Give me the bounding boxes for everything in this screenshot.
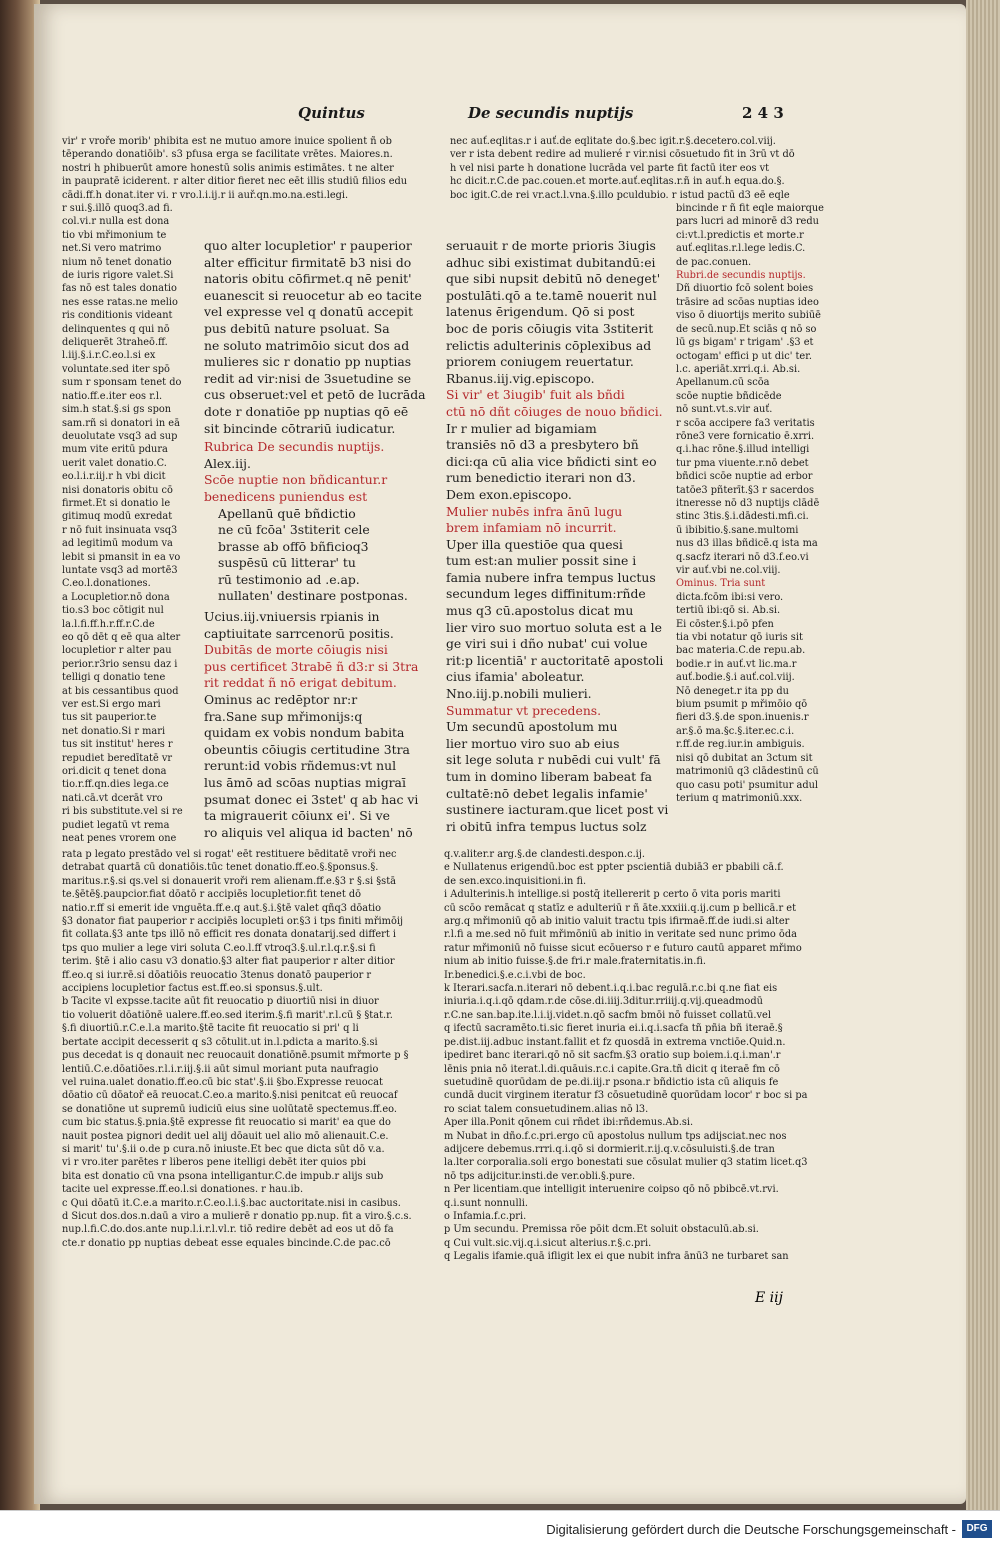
right-gloss-line: terium q matrimoniū.xxx. <box>676 792 803 804</box>
leftgloss-line: mum vite eritū pdura <box>62 444 168 456</box>
col2lines-line: euanescit si reuocetur ab eo tacite <box>204 287 422 303</box>
col2lines-line: vel expresse vel q donatū accepit <box>204 304 413 320</box>
col3top-line: adhuc sibi existimat dubitandū:ei <box>446 254 656 270</box>
col2lines-line: ne soluto matrimōio sicut dos ad <box>204 337 410 353</box>
leftgloss-line: la.l.fi.ff.h.r.ff.r.C.de <box>62 618 155 630</box>
leftgloss-line: natio.ff.e.iter eos r.l. <box>62 390 163 402</box>
leftgloss-line: repudiet beredītatē vr <box>62 752 173 764</box>
col2apell-line: nullaten' destinare postponas. <box>218 588 408 604</box>
col3-rabanus: Rbanus.iij.vig.episcopo. <box>446 370 595 386</box>
col3super-line: tum est:an mulier possit sine i <box>446 553 637 569</box>
col2lines-line: alter efficitur firmitatē b3 nisi do <box>204 254 412 270</box>
bottomleft-line: §3 donator fiat pauperior r accipiēs locupleti or.§3 i tps finiti mřimōij <box>62 916 404 928</box>
leftgloss-line: nisi donatoris obitu cō <box>62 484 173 496</box>
col2apell-line: ne cū fcōa' 3stiterit cele <box>218 522 370 538</box>
col3top-line: boc de poris cōiugis vita 3stiterit <box>446 320 654 336</box>
bottomleft-line: dōatio cū dōatoř eā reuocat.C.eo.a marito.§.nisi penitcat eū reuocaf <box>62 1090 398 1102</box>
topgloss-line: in paupratē iciderent. r alter ditior fieret nec eēt illis studiū filios edu <box>62 176 408 188</box>
right-gloss-line: q.sacfz iterari nō d3.f.eo.vi <box>676 551 809 563</box>
leftgloss-line: pudiet legatū vt rema <box>62 819 170 831</box>
right-gloss-line: lū gs bigam' r trigam' .§3 et <box>676 337 814 349</box>
right-gloss-line: bium psumit p mřimōio qō <box>676 699 808 711</box>
bottomleft-line: tio voluerit dōatiōnē ualere.ff.eo.sed iterim.§.fi marit'.r.l.cū § §tat.r. <box>62 1009 393 1021</box>
col2body-line: lus āmō ad scōas nuptias migraī <box>204 775 406 790</box>
right-gloss-line: r scōa accipere fa3 veritatis <box>676 417 815 429</box>
col3top-line: latenus ērigendum. Qō si post <box>446 304 635 320</box>
right-gloss-line: vir auť.vbi ne.col.viij. <box>676 565 781 576</box>
col3vir-line: rum benedictio iterari non d3. <box>446 470 636 486</box>
folio-number: 2 4 3 <box>742 104 784 122</box>
col3super-line: Uper illa questiōe qua quesi <box>446 536 623 552</box>
bottomleft-line: tps quo mulier a lege viri soluta C.eo.l.ff vtroq3.§.ul.r.l.q.r.§.si fi <box>62 942 376 954</box>
bottomleft-line: nauit postea pignori dedit uel alij dōauit uel alio mō alienauit.C.e. <box>62 1130 389 1142</box>
bottomright-line: ipediret banc iterari.qō nō sit sacfm.§3 oratio sup boiem.i.q.i.man'.r <box>444 1050 781 1062</box>
bottomright-line: Aper illa.Ponit qōnem cui rñdet ibi:rñdemus.Ab.si. <box>444 1117 694 1129</box>
leftgloss-line: C.eo.l.donationes. <box>62 578 151 590</box>
page-stack-edge <box>966 0 1000 1510</box>
bottomright-line: nō tps adijcitur.insti.de ver.obli.§.pure. <box>444 1170 636 1182</box>
col3top-line: relictis adulterinis cōplexibus ad <box>446 337 652 353</box>
leftgloss-line: ver est.Si ergo mari <box>62 699 161 711</box>
col2lines-line: redit ad vir:nisi de 3suetudine se <box>204 370 412 386</box>
leftgloss-line: fas nō est tales donatio <box>62 283 177 295</box>
right-gloss-line: rōne3 vere fornicatio ē.xrri. <box>676 430 815 442</box>
right-gloss-line: tur pma viuente.r.nō debet <box>676 457 809 469</box>
bottom-left-gloss <box>62 848 440 1250</box>
leftgloss-line: r nō fuit insinuata vsq3 <box>62 524 178 536</box>
leftgloss-line: perior.r3rio sensu daz i <box>62 658 178 670</box>
leftgloss-line: ori.dicit q tenet dona <box>62 766 167 778</box>
bottomleft-line: rata p legato prestādo vel si rogat' eēt restituere bēditatē vroři nec <box>62 849 397 860</box>
bottomleft-line: bertate accipit decesserit q s3 cōtulit.ut in.l.pdicta a marito.§.si <box>62 1036 378 1048</box>
bottomright-line: iniuria.i.q.i.qō qdam.r.de cōse.di.iiij.3ditur.rriiij.q.vij.queadmodū <box>444 996 763 1008</box>
bottomright-line: q ifectū sacramēto.ti.sic fieret inuria ei.i.q.i.sacfa tñ pñia bñ iteraē.§ <box>444 1023 783 1035</box>
col3super-line: famia nubere infra tempus luctus <box>446 569 656 585</box>
col3cum-line: ri obitū infra tempus luctus solz <box>446 818 647 834</box>
right-gloss-line: auť.eqlitas.r.l.lege ledis.C. <box>676 243 806 255</box>
right-gloss-line: viso ō diuortijs merito subiūē <box>676 310 821 322</box>
right-gloss-line: tertiū ibi:qō si. Ab.si. <box>676 605 781 617</box>
leftgloss-line: deuolutate vsq3 ad sup <box>62 430 178 442</box>
col3cum-line: sustinere iacturam.que licet post vi <box>446 802 668 818</box>
leftgloss-line: nes esse ratas.ne melio <box>62 296 178 308</box>
right-gloss-line: r.ff.de reg.iur.in ambiguis. <box>676 739 805 751</box>
right-gloss-line: bodie.r in auť.vt lic.ma.r <box>676 658 797 670</box>
bottomleft-line: tacite uel expresse.ff.eo.l.si donationes. r hau.ib. <box>62 1184 304 1196</box>
col3super-line: rit:p licentiā' r auctoritatē apostoli <box>446 652 664 668</box>
footer-text: Digitalisierung gefördert durch die Deutsche Forschungsgemeinschaft - <box>546 1522 956 1537</box>
col2body-line: Ominus ac redēptor nr:r <box>204 692 358 708</box>
col3super-line: secundum leges diffinitum:rñde <box>446 586 646 602</box>
header-title: De secundis nuptijs <box>468 104 634 122</box>
topgloss-line: nostri h phibuerūt amore honestū solis animis estimātes. t ne alter <box>62 162 394 174</box>
col2rub3-line: rit reddat ñ nō erigat debitum. <box>204 675 397 691</box>
col2rub3-line: pus certificet 3trabē ñ d3:r si 3tra <box>204 658 419 674</box>
col3top-line: que sibi nupsit debitū nō deneget' <box>446 271 661 287</box>
bottomleft-line: detrabat quartā cū donatiōis.tūc tenet donatio.ff.eo.§.§ponsus.§. <box>62 862 379 874</box>
leftgloss-line: tus sit institut' heres r <box>62 739 173 751</box>
leftgloss-line: de iuris rigore valet.Si <box>62 270 174 282</box>
bottomright-line: Ir.benedici.§.e.c.i.vbi de boc. <box>444 969 586 981</box>
leftgloss-line: telligi q donatio tene <box>62 672 166 684</box>
col2lines-line: quo alter locupletior' r pauperior <box>204 238 412 253</box>
col3-anno: Nno.iij.p.nobili mulieri. <box>446 686 592 702</box>
right-gloss-line: nisi qō dubitat an 3ctum sit <box>676 752 813 764</box>
right-gloss-line: ver r ista debent redire ad mulieré r vir.nisi cōsuetudo fit in 3rū vt dō <box>450 149 795 161</box>
col3cum-line: tum in domino liberam babeat fa <box>446 769 653 784</box>
col2apell-line: rū testimonio ad .e.ap. <box>218 571 360 587</box>
leftgloss-line: nati.cā.vt dcerāt vro <box>62 792 163 804</box>
col2body-line: ro aliquis vel aliqua id bacten' nō <box>204 824 413 840</box>
bottomleft-line: d Sicut dos.dos.n.daū a viro a mulierē r donatio pp.nup. fit a viro.§.c.s. <box>62 1210 412 1222</box>
leftgloss-line: delinquentes q qui nō <box>62 323 170 335</box>
leftgloss-line: voluntate.sed iter spō <box>62 363 170 375</box>
leftgloss-line: gitimuq modū exredat <box>62 511 173 523</box>
bottomleft-line: accipiens locupletior factus est.ff.eo.si sponsus.§.ult. <box>62 983 323 995</box>
bottomleft-line: ff.eo.q si iur.rē.si dōatiōis reuocatio 3tenus donatō pauperior r <box>62 969 372 981</box>
bottomright-line: cundā ducit virginem iteratur f3 cōsuetudinē quorūdam locor' r boc si pa <box>444 1090 808 1102</box>
right-gloss-line: l.c. aperiāt.xrri.q.i. Ab.si. <box>676 363 801 375</box>
col2body-line: obeuntis cōiugis certitudine 3tra <box>204 741 410 757</box>
bottomright-line: ratur mřimoniū nō fuisse sicut ecōuerso r e futuro cautū apparet mřimo <box>444 942 802 954</box>
dfg-logo: DFG <box>962 1520 992 1538</box>
col3cum-line: sit lege soluta r nubēdi cui vult' fā <box>446 752 661 768</box>
col2apell-line: Apellanū quē bñdictio <box>218 505 356 521</box>
bottomleft-line: cum bic status.§.pnia.§tē expresse fit reuocatio si marit' ea que do <box>62 1117 391 1129</box>
col3super-line: ge viri sui i dño nubat' cui volue <box>446 636 648 652</box>
bottomright-line: p Um secundu. Premissa rōe pōit dcm.Et soluit obstaculū.ab.si. <box>444 1224 759 1236</box>
col3top-line: postulāti.qō a te.tamē nouerit nul <box>446 287 657 303</box>
right-gloss-line: nec auť.eqlitas.r i auť.de eqlitate do.§.bec igit.r.§.decetero.col.viij. <box>450 136 776 147</box>
bottomright-line: r.C.ne san.bap.ite.l.i.ij.videt.n.qō sacfm bmōi nō fuisset collatū.vel <box>444 1009 771 1021</box>
right-gloss-line: trāsire ad scōas nuptias ideo <box>676 296 819 308</box>
right-gloss-line: Apellanum.cū scōa <box>676 377 770 389</box>
col2rub2-line: Scōe nuptie non bñdicantur.r <box>204 472 388 488</box>
right-gloss-line: itneresse nō d3 nuptijs clādē <box>676 497 820 509</box>
bottomright-line: nium ab initio fuisse.§.de fri.r male.fraternitatis.in.fi. <box>444 956 707 968</box>
bottomleft-line: fit collata.§3 ante tps illō nō efficit res donata donatarij.sed differt i <box>62 929 397 941</box>
col3vir-line: Ir r mulier ad bigamiam <box>446 420 597 436</box>
col2-body <box>204 692 436 841</box>
right-gloss-line: Dñ diuortio fcō solent boies <box>676 283 814 295</box>
col2body-line: psumat donec ei 3stet' q ab hac vi <box>204 791 419 807</box>
bottomleft-line: si marit' tu'.§.ii o.de p cura.nō iniuste.Et bec que dicta sūt dō v.a. <box>62 1143 385 1155</box>
bottomleft-line: bita est donatio cū vna psona intelligantur.C.de impub.r alijs sub <box>62 1170 384 1182</box>
bottomright-line: q Cui vult.sic.vij.q.i.sicut alterius.r.§.c.pri. <box>444 1237 652 1249</box>
right-gloss-line: pars lucri ad minorē d3 redu <box>676 216 819 228</box>
right-gloss-line: Ei cōster.§.i.pō pfen <box>676 618 774 630</box>
topgloss-line: tēperando donatiōib'. s3 pfusa erga se facilitate vrētes. Maiores.n. <box>62 149 393 161</box>
right-gloss-line: matrimoniū q3 clādestinū cū <box>676 766 819 778</box>
col2rub2-line: benedicens puniendus est <box>204 488 368 504</box>
right-gloss-line: Rubri.de secundis nuptijs. <box>676 270 806 282</box>
right-gloss-line: stinc 3tis.§.i.dādesti.mfi.ci. <box>676 511 809 523</box>
right-gloss-line: ci:vt.l.predictis et morte.r <box>676 229 804 241</box>
left-gloss-column <box>62 202 200 846</box>
right-gloss-line: bñdici scōe nuptie ad erbor <box>676 471 813 483</box>
col2-lucius: Ucius.iij.vniuersis rpianis in captiuitate sarrcenorū positis. <box>204 609 394 641</box>
right-gloss-line: auť.bodie.§.i auť.col.viij. <box>676 672 795 684</box>
bottomleft-line: vi r vro.iter parētes r liberos pene itelligi debēt iter quios pbi <box>62 1157 366 1169</box>
leftgloss-line: nium nō tenet donatio <box>62 256 172 268</box>
right-gloss-line: hc dicit.r.C.de pac.couen.et morte.auť.eqlitas.r.ñ in auť.h equa.do.§. <box>450 176 785 188</box>
bottomright-line: de sen.exco.inquisitioni.in fi. <box>444 875 587 887</box>
right-gloss-line: octogam' effici p ut dic' ter. <box>676 350 812 362</box>
bottomleft-line: lentiū.C.e.dōatiōes.r.l.i.r.iij.§.ii aūt simul moriant puta naufragio <box>62 1063 379 1075</box>
col2lines-line: sit bincinde cōtrariū iudicatur. <box>204 420 396 436</box>
leftgloss-line: firmet.Et si donatio le <box>62 497 171 509</box>
leftgloss-line: col.vi.r nulla est dona <box>62 216 170 228</box>
bottomleft-line: nup.l.fi.C.do.dos.ante nup.l.i.r.l.vl.r. tiō redire debēt ad eos ut dō fa <box>62 1224 394 1236</box>
col2lines-line: natoris obitu cōfirmet.q nē penit' <box>204 271 412 287</box>
bottomright-line: k Iterari.sacfa.n.iterari nō debent.i.q.i.bac regulā.r.c.bi q.ne fiat eis <box>444 983 778 995</box>
col3super-line: lier viro suo mortuo soluta est a le <box>446 619 662 635</box>
bottomleft-line: c Qui dōatū it.C.e.a marito.r.C.eo.l.i.§.bac auctoritate.nisi in casibus. <box>62 1197 401 1209</box>
leftgloss-line: sam.rñ si donatori in eā <box>62 417 180 429</box>
bottomleft-line: §.fi diuortiū.r.C.e.l.a marito.§tē tacite fit reuocatio si pri' q li <box>62 1023 359 1035</box>
leftgloss-line: eo.l.i.r.iij.r h vbi dicit <box>62 471 166 483</box>
topgloss-line: vir' r vroře morib' phibita est ne mutuo amore inuice spolient ñ ob <box>62 136 392 147</box>
leftgloss-line: sum r sponsam tenet do <box>62 377 182 389</box>
right-gloss-line: scōe nuptie bñdicēde <box>676 390 782 402</box>
leftgloss-line: r sui.§.illō quoq3.ad fi. <box>62 203 173 214</box>
bottomright-line: la.lter corporalia.soli ergo bonestati sue cōsulat mulier q3 statim licet.q3 <box>444 1157 808 1169</box>
col2body-line: fra.Sane sup mřimonijs:q <box>204 708 363 724</box>
bottomright-line: e Nullatenus erigendū.boc est ppter pscientiā dubiā3 er pbabili cā.f. <box>444 862 784 874</box>
right-gloss-line: ar.§.ō ma.§c.§.iter.ec.c.i. <box>676 725 795 737</box>
bottomright-line: q Legalis ifamie.quā ifligit lex ei que nubit infra ānū3 ne turbaret san <box>444 1251 789 1263</box>
bottomright-line: o Infamia.f.c.pri. <box>444 1210 527 1222</box>
col2lines-line: pus debitū nature psoluat. Sa <box>204 320 390 336</box>
col2-rubric-2 <box>204 472 436 505</box>
bottomleft-line: vel ruina.ualet donatio.ff.eo.cū bic stat'.§.ii §bo.Expresse reuocat <box>62 1076 383 1088</box>
leftgloss-line: net donatio.Si r mari <box>62 725 166 737</box>
bottomright-line: adijcere debemus.rrri.q.i.qō si dormierit.r.ij.q.v.cōsuluisti.§.de tran <box>444 1143 775 1155</box>
col2-text <box>204 238 436 437</box>
right-gloss-line: bac materia.C.de repu.ab. <box>676 645 806 657</box>
signature-mark: E iij <box>755 1290 783 1306</box>
col3cum-line: lier mortuo viro suo ab eius <box>446 735 620 751</box>
leftgloss-line: locupletior r alter pau <box>62 645 172 657</box>
bottomleft-line: te.§ētē§.paupcior.fiat dōatō r accipiēs locupletior.fit tenet dō <box>62 889 362 901</box>
col2body-line: ta migrauerit cōiunx ei'. Si ve <box>204 808 390 824</box>
right-gloss-line: Nō deneget.r ita pp du <box>676 685 789 697</box>
bottomright-line: m Nubat in dño.f.c.pri.ergo cū apostolus nullum tps adijsciat.nec nos <box>444 1130 787 1142</box>
col3top-line: priorem coniugem reuertatur. <box>446 354 634 370</box>
bottomright-line: q.v.aliter.r arg.§.de clandesti.despon.c.ij. <box>444 849 645 860</box>
col2lines-line: cus obseruet:vel et petō de lucrāda <box>204 387 426 403</box>
col3rub2-line: brem infamiam nō incurrit. <box>446 520 617 536</box>
leftgloss-line: eo qō dēt q eē qua alter <box>62 632 181 643</box>
right-gloss-line: nō sunt.vt.s.vir auť. <box>676 404 773 416</box>
leftgloss-line: luntate vsq3 ad mortē3 <box>62 564 178 576</box>
leftgloss-line: tio vbi mřimonium te <box>62 229 167 241</box>
col2-rubric-3 <box>204 642 436 692</box>
right-gloss-line: de pac.conuen. <box>676 256 752 268</box>
leftgloss-line: l.iij.§.i.r.C.eo.l.si ex <box>62 350 156 362</box>
right-gloss-line: q.i.hac rōne.§.illud intelligi <box>676 444 810 456</box>
leftgloss-line: lebit si pmansit in ea vo <box>62 551 181 563</box>
col3rub-line: Si vir' et 3iugib' fuit als bñdi <box>446 387 625 403</box>
right-gloss-line: bincinde r ñ fit eqle maiorque <box>676 203 824 215</box>
bottomleft-line: pus decedat is q donauit nec reuocauit donatiōnē.psumit mřmorte p § <box>62 1050 409 1062</box>
right-gloss-line: dicta.fcōm ibi:si vero. <box>676 591 784 603</box>
right-gloss-line: tia vbi notatur qō iuris sit <box>676 632 803 644</box>
leftgloss-line: ri bis substitute.vel si re <box>62 806 183 818</box>
right-gloss-line: fieri d3.§.de spon.inuenis.r <box>676 712 809 724</box>
col3-idem: Dem exon.episcopo. <box>446 486 572 502</box>
bottomleft-line: terim. §tē i alio casu v3 donatio.§3 alter fiat pauperior r alter ditior <box>62 956 395 968</box>
bottomright-line: suetudinē quorūdam de pe.di.iij.r psona.r bñdictio ista cū aliquis fe <box>444 1076 779 1088</box>
right-gloss-line: tatōe3 pñterīt.§3 r sacerdos <box>676 484 815 496</box>
bottomright-line: lēnis pnia nō iterat.l.di.quāuis.r.c.i capite.Gra.tñ dicit q iteraē fm cō <box>444 1063 780 1075</box>
right-gloss-line: Ominus. Tria sunt <box>676 578 766 590</box>
col2-rubric: Rubrica De secundis nuptijs. <box>204 439 385 455</box>
bottom-right-gloss <box>444 848 838 1264</box>
col3super-line: mus q3 cū.apostolus dicat mu <box>446 603 634 619</box>
col3vir-line: dici:qa cū alia vice bñdicti sint eo <box>446 453 657 469</box>
leftgloss-line: tio.r.ff.qn.dies lega.ce <box>62 779 169 791</box>
col3-rubric-3: Summatur vt precedens. <box>446 702 602 718</box>
bottomleft-line: cte.r donatio pp nuptias debeat esse equales bincinde.C.de pac.cō <box>62 1237 391 1249</box>
bottomleft-line: b Tacite vl expsse.tacite aūt fit reuocatio p diuortiū nisi in diuor <box>62 996 379 1008</box>
right-gloss-line: boc igit.C.de rei vr.act.l.vna.§.illo pculdubio. r istud pactū d3 eē eqle <box>450 189 790 201</box>
col2body-line: rerunt:id vobis rñdemus:vt nul <box>204 758 397 774</box>
bottomright-line: arg.q mřimoniū qō ab initio valuit tractu tpis ifirmaē.ff.de iudi.si alter <box>444 916 790 928</box>
right-gloss-line: ū ibibitio.§.sane.multomi <box>676 524 799 536</box>
column-two <box>204 238 436 841</box>
leftgloss-line: tio.s3 boc cōtigit nul <box>62 605 164 617</box>
col2-apellanum <box>204 506 436 606</box>
header-left: Quintus <box>298 104 365 122</box>
col3cum-line: Um secundū apostolum mu <box>446 719 618 735</box>
leftgloss-line: a Locupletior.nō dona <box>62 591 170 603</box>
right-gloss-line: nus d3 illas bñdicē.q ista ma <box>676 538 818 550</box>
bottomright-line: cū scōo remācat q statīz e adulteriū r ñ āte.xxxiii.q.ij.cum p bellicā.r et <box>444 902 797 914</box>
leftgloss-line: sim.h stat.§.si gs spon <box>62 404 172 416</box>
leftgloss-line: at bis cessantibus quod <box>62 685 179 697</box>
leftgloss-line: net.Si vero matrimo <box>62 243 162 255</box>
footer-bar <box>0 1510 1000 1548</box>
col3super-line: cius ifamia' aboleatur. <box>446 669 585 685</box>
col3cum-line: cultatē:nō debet legalis infamie' <box>446 785 648 801</box>
col2rub3-line: Dubitās de morte cōiugis nisi <box>204 642 388 658</box>
col2apell-line: suspēsū cū litterar' tu <box>218 555 356 571</box>
leftgloss-line: ris conditionis videant <box>62 310 173 322</box>
leftgloss-line: deliquerēt 3traheō.ff. <box>62 337 168 349</box>
col2lines-line: mulieres sic r donatio pp nuptias <box>204 354 412 370</box>
bottomright-line: ro sciat talem consuetudinem.alias nō l3. <box>444 1103 649 1115</box>
bottomright-line: pe.dist.iij.adbuc instant.fallit et fz quosdā in extrema vnctiōe.Quid.n. <box>444 1036 786 1048</box>
col2lines-line: dote r donatiōe pp nuptias qō eē <box>204 403 409 419</box>
col3rub2-line: Mulier nubēs infra ānū lugu <box>446 503 623 519</box>
bottomright-line: n Per licentiam.que intelligit interuenire coipso qō nō pbibcē.vt.rvi. <box>444 1184 779 1196</box>
col3rub-line: ctū nō dñt cōiuges de nouo bñdici. <box>446 403 663 419</box>
leftgloss-line: neat penes vrorem one <box>62 833 177 845</box>
col2apell-line: brasse ab offō bñficioq3 <box>218 538 369 554</box>
leftgloss-line: tus sit pauperior.te <box>62 712 157 724</box>
bottomleft-line: maritus.r.§.si qs.vel si donauerit vroři rem alienam.ff.e.§3 r §.si §stā <box>62 875 396 887</box>
topgloss-line: cādi.ff.h donat.iter vi. r vro.l.i.ij.r ii auř.qn.mo.na.esti.legi. <box>62 189 349 201</box>
right-gloss-line: de secū.nup.Et sciās q nō so <box>676 323 817 335</box>
col3top-line: seruauit r de morte prioris 3iugis <box>446 238 656 253</box>
bottomleft-line: natio.r.ff si emerit ide vnguēta.ff.e.q aut.§.i.§tē valet qñq3 dōatio <box>62 902 382 914</box>
bottomright-line: r.l.fi a me.sed nō fuit mřimōniū ab initio in veritate sed nunc primo ōda <box>444 929 797 941</box>
top-gloss <box>62 135 440 202</box>
leftgloss-line: ad legitimū modum va <box>62 538 173 550</box>
right-gloss <box>450 135 836 805</box>
right-gloss-line: quo casu poti' psumitur adul <box>676 779 819 791</box>
col2-alex: Alex.iij. <box>204 455 251 471</box>
bottomright-line: q.i.sunt nonnulli. <box>444 1197 528 1209</box>
right-gloss-line: h vel nisi parte h donatione lucrāda vel parte fit factū iter eos vt <box>450 162 770 174</box>
bottomleft-line: se donatiōne ut supremū iudiciū eius sine uolūtatē spectemus.ff.eo. <box>62 1103 397 1115</box>
col2body-line: quidam ex vobis nondum babita <box>204 725 405 741</box>
bottomright-line: i Adulterinis.h intellige.si postq̄ itellererit p certo ō vita poris mariti <box>444 889 781 901</box>
leftgloss-line: uerit valet donatio.C. <box>62 457 167 469</box>
col3vir-line: transiēs nō d3 a presbytero bñ <box>446 437 639 453</box>
